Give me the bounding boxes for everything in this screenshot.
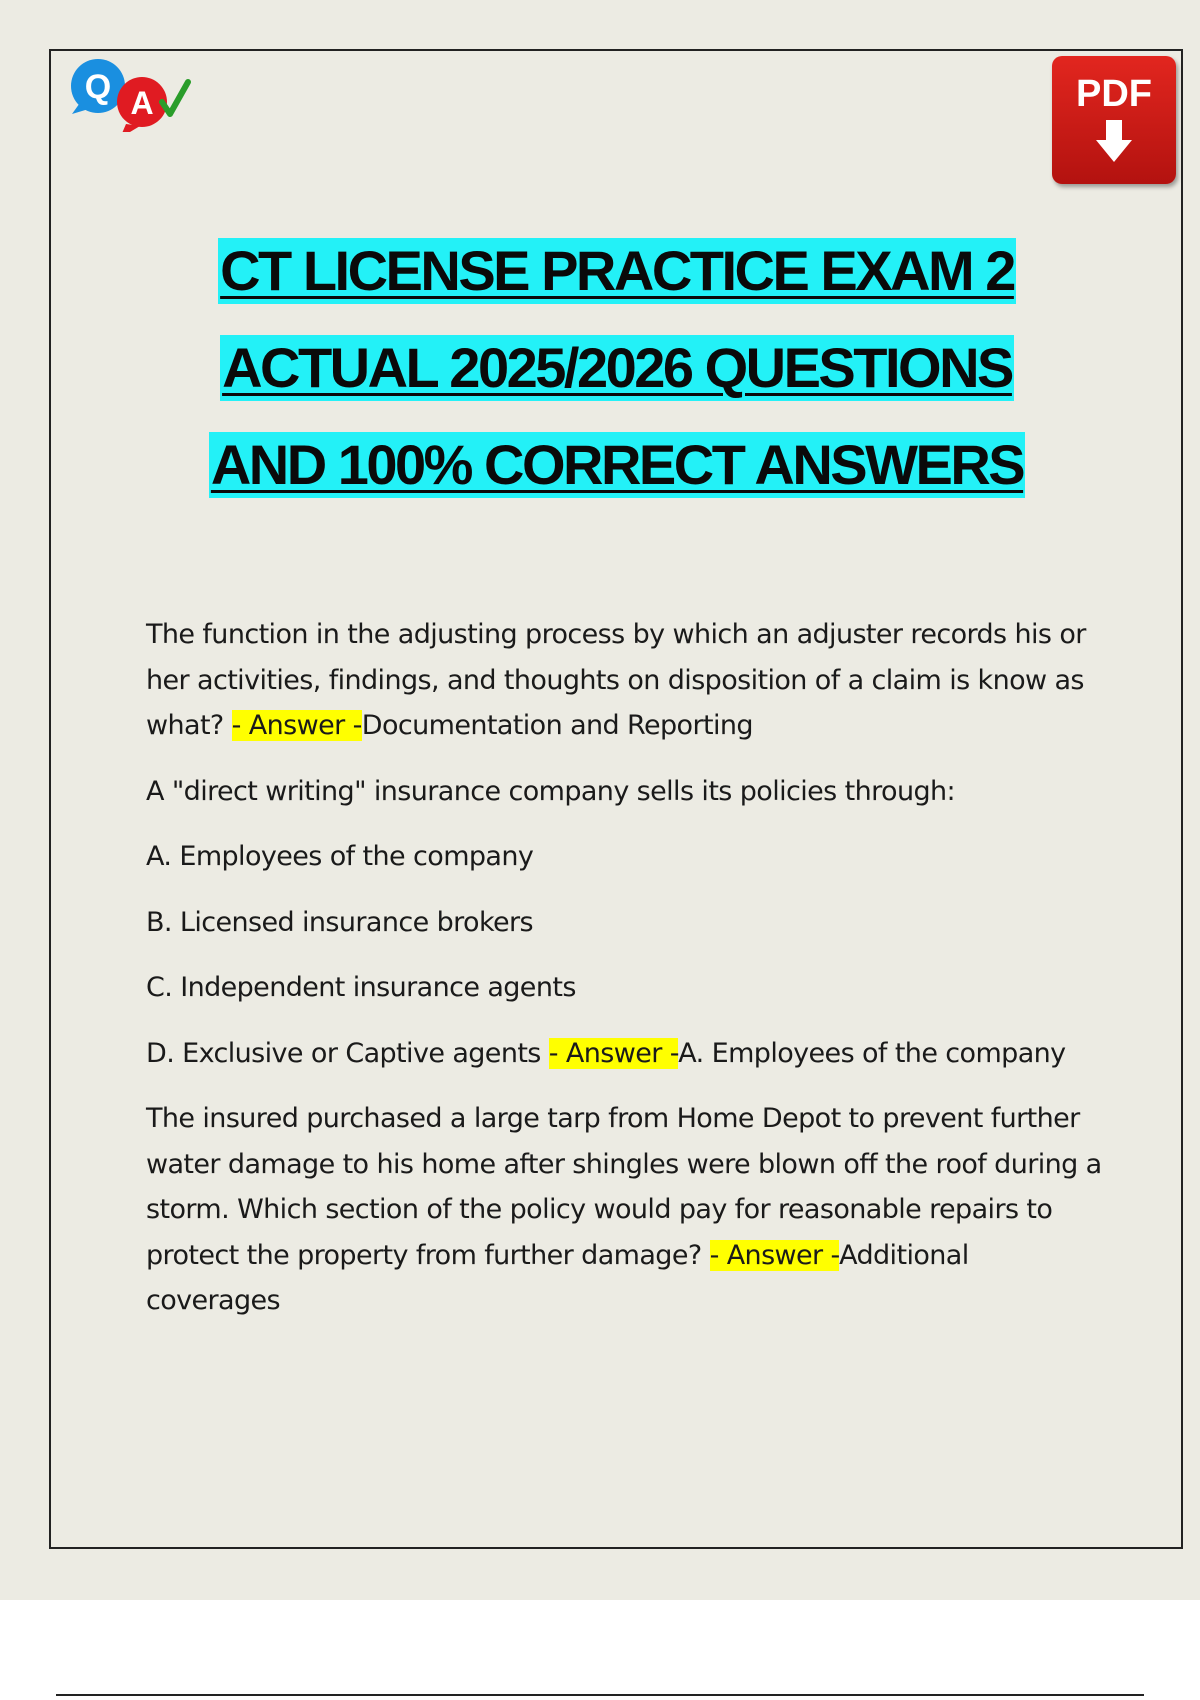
qa-logo-a-letter: A: [130, 85, 154, 121]
pdf-label: PDF: [1076, 73, 1152, 115]
download-arrow-icon: [1094, 120, 1134, 164]
question-3-answer: Additional coverages: [146, 1239, 969, 1316]
question-block-3: [146, 1096, 1106, 1324]
option-d-with-answer: [146, 1031, 1106, 1077]
document-title: [0, 238, 1200, 529]
pdf-download-badge[interactable]: [1052, 56, 1176, 184]
qa-logo-icon: [68, 56, 192, 132]
question-block-1: [146, 612, 1106, 749]
title-line-3: AND 100% CORRECT ANSWERS: [210, 433, 1024, 496]
question-2-text: A "direct writing" insurance company sells its policies through:: [146, 775, 956, 807]
question-1-text: The function in the adjusting process by which an adjuster records his or her activities, findings, and thoughts on disposition of a claim is know as what?: [146, 619, 1086, 741]
answer-marker: - Answer -: [709, 1239, 840, 1271]
answer-marker: - Answer -: [548, 1037, 679, 1069]
qa-logo-q-letter: Q: [84, 68, 112, 106]
option-b: B. Licensed insurance brokers: [146, 906, 534, 938]
option-d: D. Exclusive or Captive agents: [146, 1037, 549, 1069]
question-2-answer: A. Employees of the company: [678, 1037, 1066, 1069]
title-line-2: ACTUAL 2025/2026 QUESTIONS: [222, 336, 1012, 399]
answer-marker: - Answer -: [231, 710, 362, 741]
next-page-top-rule: [56, 1694, 1144, 1696]
option-c: C. Independent insurance agents: [146, 972, 576, 1003]
question-3-text: The insured purchased a large tarp from Home Depot to prevent further water damage to his home after shingles were blown off the roof during a storm. Which section of the policy would pay for reasonable repairs to protect the property from further damage?: [146, 1103, 1102, 1271]
question-list: [146, 612, 1106, 1344]
title-line-1: CT LICENSE PRACTICE EXAM 2: [220, 239, 1014, 302]
question-1-answer: Documentation and Reporting: [361, 710, 753, 741]
option-a: A. Employees of the company: [146, 841, 534, 872]
